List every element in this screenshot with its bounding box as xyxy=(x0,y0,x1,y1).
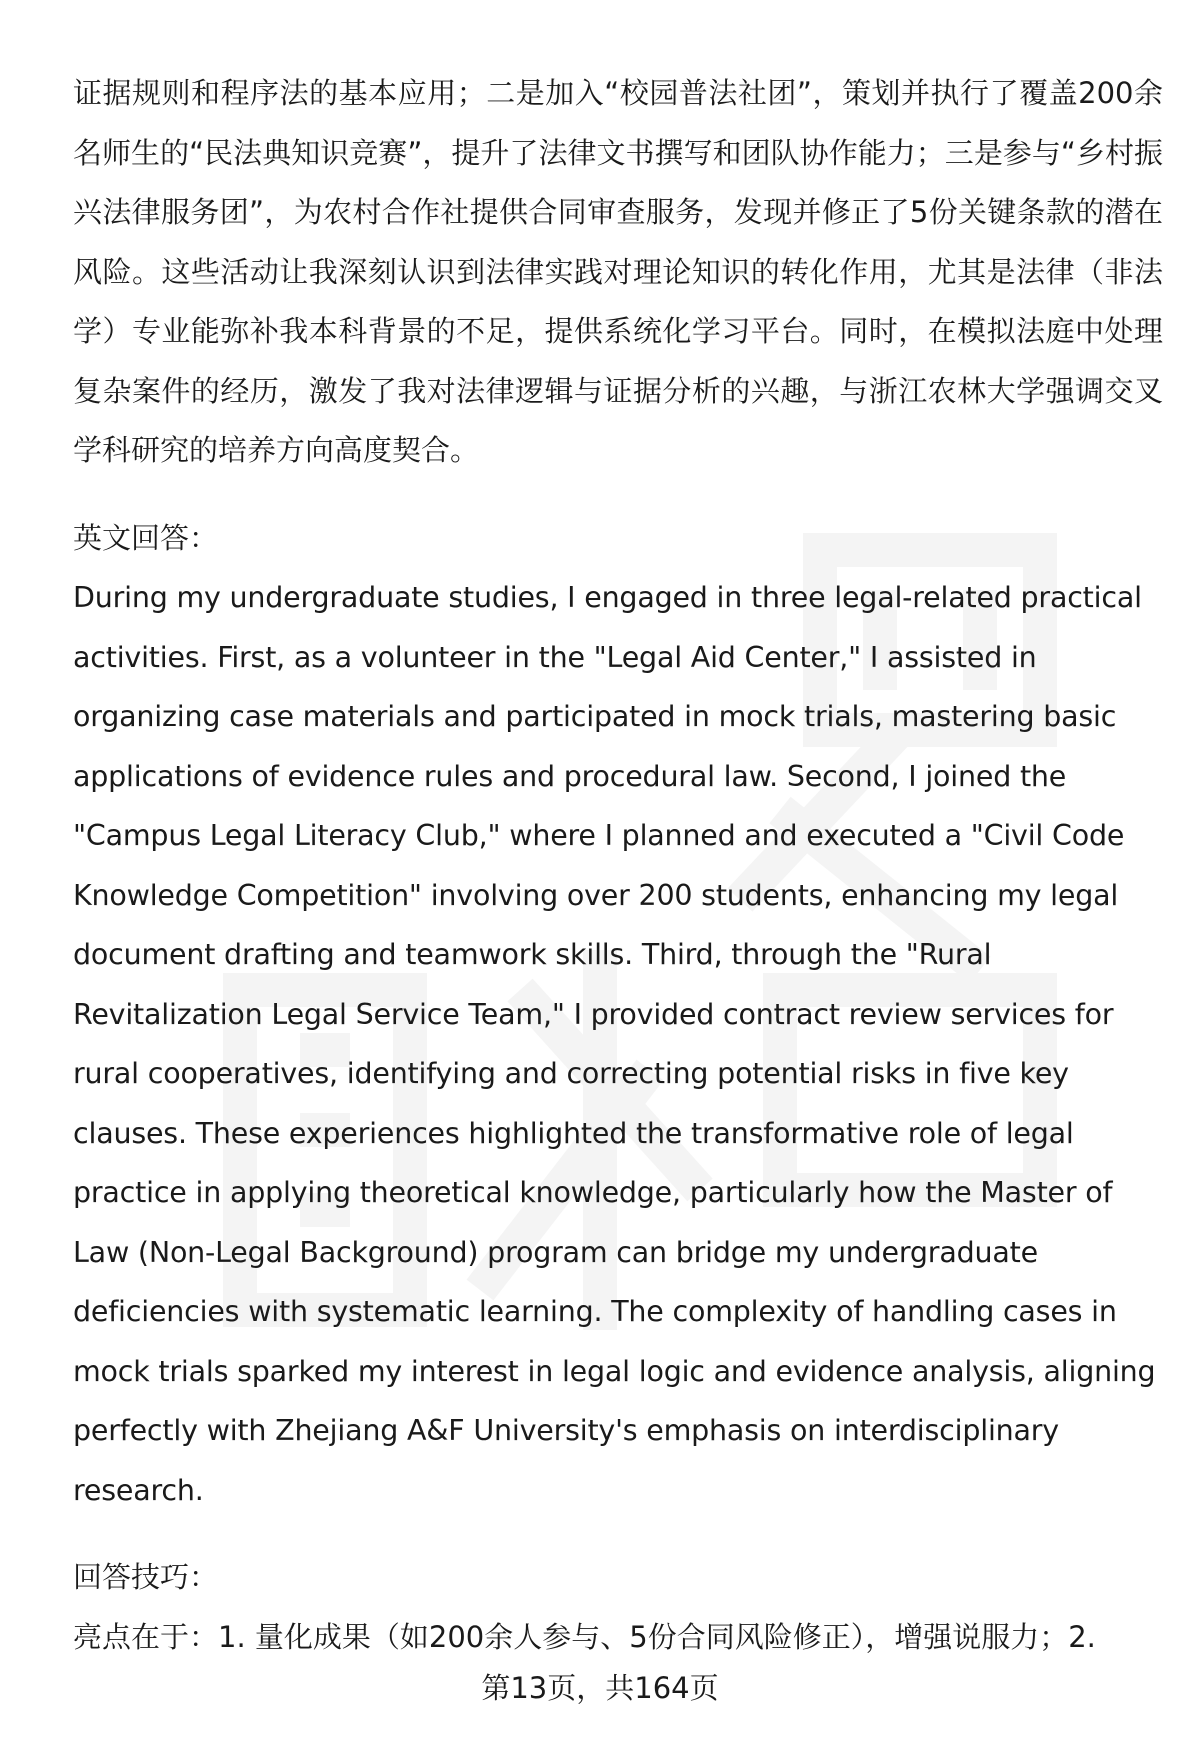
english-answer-label: 英文回答： xyxy=(73,520,219,555)
chinese-answer-paragraph: 证据规则和程序法的基本应用；二是加入“校园普法社团”，策划并执行了覆盖200余名师生的“民法典知识竞赛”，提升了法律文书撰写和团队协作能力；三是参与“乡村振兴法律服务团”，为农村合作社提供合同审查服务，发现并修正了5份关键条款的潜在风险。这些活动让我深刻认识到法律实践对理论知识的转化作用，尤其是法律（非法学）专业能弥补我本科背景的不足，提供系统化学习平台。同时，在模拟法庭中处理复杂案件的经历，激发了我对法律逻辑与证据分析的兴趣，与浙江农林大学强调交叉学科研究的培养方向高度契合。 xyxy=(73,76,1163,467)
page-number-footer: 第13页，共164页 xyxy=(481,1671,719,1705)
document-body xyxy=(73,64,1163,1667)
english-answer-paragraph: During my undergraduate studies, I engaged in three legal-related practical activities. First, as a volunteer in the "Legal Aid Center," I assisted in organizing case materials and participated in mock trials, mastering basic applications of evidence rules and procedural law. Second, I joined the "Campus Legal Literacy Club," where I planned and executed a "Civil Code Knowledge Competition" involving over 200 students, enhancing my legal document drafting and teamwork skills. Third, through the "Rural Revitalization Legal Service Team," I provided contract review services for rural cooperatives, identifying and correcting potential risks in five key clauses. These experiences highlighted the transformative role of legal practice in applying theoretical knowledge, particularly how the Master of Law (Non-Legal Background) program can bridge my undergraduate deficiencies with systematic learning. The complexity of handling cases in mock trials sparked my interest in legal logic and evidence analysis, aligning perfectly with Zhejiang A&F University's emphasis on interdisciplinary research. xyxy=(73,581,1156,1507)
tips-paragraph: 亮点在于：1. 量化成果（如200余人参与、5份合同风险修正），增强说服力；2. xyxy=(73,1619,1096,1654)
tips-label: 回答技巧： xyxy=(73,1560,219,1594)
